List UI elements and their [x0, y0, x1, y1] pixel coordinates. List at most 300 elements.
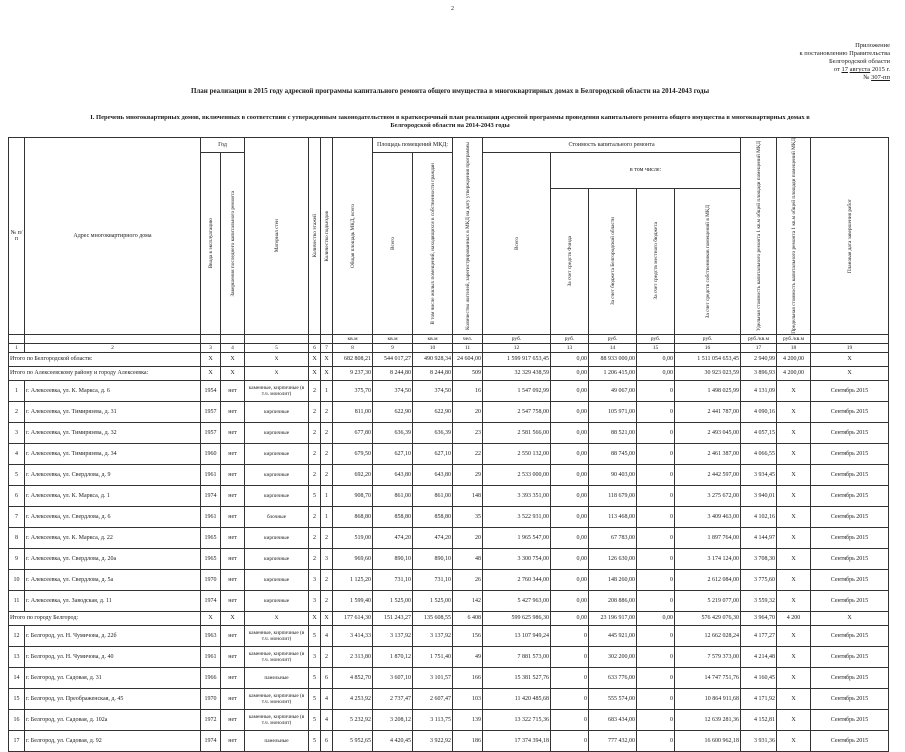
cell-col-7: 1	[321, 506, 333, 527]
cell-col-15: 0	[637, 422, 675, 443]
cell-col-11: 156	[453, 625, 483, 646]
house-address: г. Алексеевка, ул. Свердлова, д. 5а	[25, 569, 201, 590]
cell-col-3: 1974	[201, 730, 221, 751]
cell-col-19: Сентябрь 2015	[811, 709, 889, 730]
cell-col-8: 177 614,30	[333, 611, 373, 625]
cell-col-8: 969,60	[333, 548, 373, 569]
column-number-6: 6	[309, 343, 321, 352]
cell-col-7: 4	[321, 625, 333, 646]
cell-col-19: Сентябрь 2015	[811, 422, 889, 443]
cell-col-18: X	[777, 667, 811, 688]
approval-date	[720, 66, 890, 74]
column-number-18: 18	[777, 343, 811, 352]
cell-col-5: каменные, кирпичные (в т.ч. монолит)	[245, 688, 309, 709]
cell-col-16: 30 923 023,59	[675, 366, 741, 380]
cell-col-6: 2	[309, 548, 321, 569]
header-year-last-repair-text: Завершения последнего капитального ремонта	[229, 190, 236, 297]
cell-col-15: 0,00	[637, 611, 675, 625]
cell-col-16: 2 493 045,00	[675, 422, 741, 443]
table-row	[9, 527, 889, 548]
table-row	[9, 548, 889, 569]
cell-col-17: 4 171,92	[741, 688, 777, 709]
column-number-14: 14	[589, 343, 637, 352]
cell-col-16: 2 441 787,00	[675, 401, 741, 422]
cell-col-17: 3 964,70	[741, 611, 777, 625]
column-number-16: 16	[675, 343, 741, 352]
cell-col-14: 90 403,00	[589, 464, 637, 485]
cell-col-10: 890,10	[413, 548, 453, 569]
unit-cell-13: руб.	[551, 334, 589, 343]
summary-label: Итого по Белгородской области:	[9, 352, 201, 366]
table-row	[9, 730, 889, 751]
cell-col-14: 302 200,00	[589, 646, 637, 667]
unit-cell-9: кв.м	[373, 334, 413, 343]
column-number-10: 10	[413, 343, 453, 352]
cell-col-14: 113 468,00	[589, 506, 637, 527]
unit-cell-14: руб.	[589, 334, 637, 343]
cell-col-8: 908,70	[333, 485, 373, 506]
cell-col-14: 633 776,00	[589, 667, 637, 688]
approval-line-1: Приложение	[855, 42, 890, 49]
cell-col-7: 1	[321, 380, 333, 401]
cell-col-9: 1 525,00	[373, 590, 413, 611]
cell-col-5: панельные	[245, 730, 309, 751]
cell-col-14: 555 574,00	[589, 688, 637, 709]
cell-col-10: 2 607,47	[413, 688, 453, 709]
cell-col-14: 148 260,00	[589, 569, 637, 590]
cell-col-12: 2 547 758,00	[483, 401, 551, 422]
header-in-that: в том числе:	[551, 153, 741, 189]
header-fund-text: За счет средств Фонда	[566, 235, 573, 287]
header-area-residential	[413, 153, 453, 335]
row-number: 3	[9, 422, 25, 443]
cell-col-3: 1965	[201, 527, 221, 548]
column-number-13: 13	[551, 343, 589, 352]
cell-col-3: 1957	[201, 422, 221, 443]
cell-col-3: 1963	[201, 625, 221, 646]
cell-col-9: 474,20	[373, 527, 413, 548]
cell-col-13: 0,00	[551, 380, 589, 401]
cell-col-12: 5 427 963,00	[483, 590, 551, 611]
cell-col-17: 3 775,60	[741, 569, 777, 590]
cell-col-9: 151 243,27	[373, 611, 413, 625]
cell-col-18: X	[777, 548, 811, 569]
header-floors	[309, 138, 321, 335]
cell-col-16: 5 219 077,00	[675, 590, 741, 611]
row-number: 10	[9, 569, 25, 590]
cell-col-18: X	[777, 625, 811, 646]
cell-col-15: 0	[637, 730, 675, 751]
cell-col-9: 858,80	[373, 506, 413, 527]
row-number: 15	[9, 688, 25, 709]
cell-col-6: 3	[309, 590, 321, 611]
cell-col-3: X	[201, 366, 221, 380]
cell-col-16: 3 275 672,00	[675, 485, 741, 506]
cell-col-5: кирпичные	[245, 485, 309, 506]
row-number: 7	[9, 506, 25, 527]
header-planned-date-text: Плановая дата завершения работ	[846, 198, 853, 273]
cell-col-11: 103	[453, 688, 483, 709]
cell-col-6: X	[309, 352, 321, 366]
cell-col-19: X	[811, 366, 889, 380]
header-year-built-text: Ввода в эксплуатацию	[207, 218, 214, 269]
cell-col-5: X	[245, 366, 309, 380]
cell-col-4: нет	[221, 506, 245, 527]
cell-col-18: X	[777, 590, 811, 611]
unit-cell-16: руб.	[675, 334, 741, 343]
cell-col-3: X	[201, 611, 221, 625]
header-total-area	[333, 138, 373, 335]
unit-cell-4	[221, 334, 245, 343]
cell-col-17: 4 057,15	[741, 422, 777, 443]
cell-col-14: 777 432,00	[589, 730, 637, 751]
cell-col-17: 3 940,01	[741, 485, 777, 506]
cell-col-8: 682 808,21	[333, 352, 373, 366]
row-number: 4	[9, 443, 25, 464]
cell-col-16: 14 747 751,76	[675, 667, 741, 688]
table-row	[9, 380, 889, 401]
table-row	[9, 688, 889, 709]
cell-col-12: 2 533 000,00	[483, 464, 551, 485]
cell-col-8: 1 599,40	[333, 590, 373, 611]
cell-col-17: 4 144,97	[741, 527, 777, 548]
cell-col-12: 3 522 931,00	[483, 506, 551, 527]
cell-col-16: 1 498 025,99	[675, 380, 741, 401]
cell-col-11: 48	[453, 548, 483, 569]
cell-col-14: 445 921,00	[589, 625, 637, 646]
table-header	[9, 138, 889, 353]
header-planned-date	[811, 138, 889, 335]
cell-col-10: 731,10	[413, 569, 453, 590]
cell-col-15: 0	[637, 667, 675, 688]
cell-col-4: X	[221, 352, 245, 366]
unit-cell-10: кв.м	[413, 334, 453, 343]
cell-col-8: 519,00	[333, 527, 373, 548]
cell-col-7: 2	[321, 646, 333, 667]
header-unit-cost	[741, 138, 777, 335]
cell-col-5: кирпичные	[245, 590, 309, 611]
cell-col-4: нет	[221, 548, 245, 569]
unit-cell-12: руб.	[483, 334, 551, 343]
row-number: 17	[9, 730, 25, 751]
header-area-group: Площадь помещений МКД:	[373, 138, 453, 153]
cell-col-10: 858,80	[413, 506, 453, 527]
row-number: 11	[9, 590, 25, 611]
cell-col-7: 2	[321, 569, 333, 590]
unit-cell-17: руб./кв.м	[741, 334, 777, 343]
cell-col-13: 0,00	[551, 506, 589, 527]
houses-table	[8, 137, 889, 752]
row-number: 13	[9, 646, 25, 667]
cell-col-8: 679,50	[333, 443, 373, 464]
summary-label: Итого по Алексеевскому району и городу Алексеевка:	[9, 366, 201, 380]
cell-col-16: 1 511 054 653,45	[675, 352, 741, 366]
cell-col-9: 544 017,27	[373, 352, 413, 366]
summary-row	[9, 352, 889, 366]
house-address: г. Алексеевка, ул. Заводская, д. 11	[25, 590, 201, 611]
table-row	[9, 422, 889, 443]
cell-col-12: 13 107 949,24	[483, 625, 551, 646]
cell-col-12: 32 329 438,59	[483, 366, 551, 380]
unit-cell-5	[245, 334, 309, 343]
house-address: г. Белгород, ул. Садовая, д. 92	[25, 730, 201, 751]
cell-col-16: 2 461 387,00	[675, 443, 741, 464]
cell-col-17: 4 066,55	[741, 443, 777, 464]
approval-date-year: 2015 г.	[871, 66, 890, 73]
cell-col-12: 17 374 394,18	[483, 730, 551, 751]
cell-col-19: Сентябрь 2015	[811, 646, 889, 667]
row-number: 1	[9, 380, 25, 401]
row-number: 5	[9, 464, 25, 485]
cell-col-17: 4 160,45	[741, 667, 777, 688]
cell-col-15: 0	[637, 709, 675, 730]
header-cost-group: Стоимость капитального ремонта	[483, 138, 741, 153]
cell-col-4: нет	[221, 464, 245, 485]
column-number-5: 5	[245, 343, 309, 352]
header-unit-cost-text: Удельная стоимость капитального ремонта 1 кв.м общей площади помещений МКД	[755, 140, 762, 331]
cell-col-13: 0,00	[551, 366, 589, 380]
cell-col-9: 8 244,80	[373, 366, 413, 380]
header-wall	[245, 138, 309, 335]
column-number-8: 8	[333, 343, 373, 352]
unit-cell-6	[309, 334, 321, 343]
cell-col-7: 2	[321, 527, 333, 548]
cell-col-11: 166	[453, 667, 483, 688]
cell-col-19: Сентябрь 2015	[811, 625, 889, 646]
unit-cell-15: руб.	[637, 334, 675, 343]
cell-col-8: 3 414,33	[333, 625, 373, 646]
cell-col-4: нет	[221, 625, 245, 646]
cell-col-6: 5	[309, 688, 321, 709]
cell-col-11: 29	[453, 464, 483, 485]
cell-col-9: 643,80	[373, 464, 413, 485]
cell-col-14: 88 521,00	[589, 422, 637, 443]
cell-col-16: 576 429 076,30	[675, 611, 741, 625]
cell-col-8: 5 232,92	[333, 709, 373, 730]
cell-col-10: 374,50	[413, 380, 453, 401]
unit-cell-2	[25, 334, 201, 343]
cell-col-13: 0,00	[551, 548, 589, 569]
cell-col-19: Сентябрь 2015	[811, 443, 889, 464]
cell-col-3: 1960	[201, 443, 221, 464]
header-area-all-text: Всего	[389, 236, 396, 250]
cell-col-18: X	[777, 688, 811, 709]
cell-col-17: 3 559,32	[741, 590, 777, 611]
table-row	[9, 506, 889, 527]
cell-col-14: 88 933 000,00	[589, 352, 637, 366]
column-numbers-row	[9, 343, 889, 352]
table-row	[9, 569, 889, 590]
cell-col-7: X	[321, 366, 333, 380]
house-address: г. Белгород, ул. Садовая, д. 31	[25, 667, 201, 688]
cell-col-8: 4 253,92	[333, 688, 373, 709]
cell-col-14: 208 886,00	[589, 590, 637, 611]
cell-col-6: 2	[309, 506, 321, 527]
cell-col-13: 0	[551, 709, 589, 730]
cell-col-19: X	[811, 611, 889, 625]
cell-col-15: 0	[637, 443, 675, 464]
cell-col-19: Сентябрь 2015	[811, 590, 889, 611]
cell-col-12: 599 625 986,30	[483, 611, 551, 625]
cell-col-10: 3 113,75	[413, 709, 453, 730]
table-body	[9, 352, 889, 751]
cell-col-10: 861,00	[413, 485, 453, 506]
cell-col-6: 2	[309, 422, 321, 443]
cell-col-16: 2 442 597,00	[675, 464, 741, 485]
cell-col-4: X	[221, 611, 245, 625]
cell-col-19: Сентябрь 2015	[811, 667, 889, 688]
cell-col-13: 0	[551, 646, 589, 667]
cell-col-8: 811,00	[333, 401, 373, 422]
cell-col-18: 4 200,00	[777, 366, 811, 380]
column-number-3: 3	[201, 343, 221, 352]
cell-col-7: 2	[321, 590, 333, 611]
cell-col-6: 5	[309, 485, 321, 506]
cell-col-18: X	[777, 443, 811, 464]
header-entrances-text: Количество подъездов	[323, 210, 330, 262]
cell-col-18: X	[777, 646, 811, 667]
cell-col-14: 88 745,00	[589, 443, 637, 464]
cell-col-11: 20	[453, 527, 483, 548]
cell-col-5: панельные	[245, 667, 309, 688]
cell-col-6: 5	[309, 625, 321, 646]
cell-col-13: 0	[551, 688, 589, 709]
cell-col-9: 627,10	[373, 443, 413, 464]
cell-col-13: 0,00	[551, 485, 589, 506]
cell-col-18: X	[777, 464, 811, 485]
cell-col-9: 622,90	[373, 401, 413, 422]
cell-col-7: 6	[321, 730, 333, 751]
cell-col-15: 0	[637, 548, 675, 569]
header-num: № п/п	[9, 138, 25, 335]
header-year-group: Год	[201, 138, 245, 153]
cell-col-12: 11 420 485,68	[483, 688, 551, 709]
house-address: г. Белгород, ул. Садовая, д. 102а	[25, 709, 201, 730]
cell-col-13: 0,00	[551, 464, 589, 485]
approval-date-day: 17	[841, 66, 848, 73]
cell-col-19: Сентябрь 2015	[811, 688, 889, 709]
cell-col-15: 0	[637, 464, 675, 485]
cell-col-11: 26	[453, 569, 483, 590]
cell-col-13: 0,00	[551, 443, 589, 464]
cell-col-8: 1 125,20	[333, 569, 373, 590]
cell-col-9: 1 870,12	[373, 646, 413, 667]
cell-col-4: нет	[221, 646, 245, 667]
cell-col-5: кирпичные	[245, 443, 309, 464]
cell-col-3: 1972	[201, 709, 221, 730]
cell-col-17: 3 708,30	[741, 548, 777, 569]
cell-col-11: 49	[453, 646, 483, 667]
cell-col-7: X	[321, 352, 333, 366]
cell-col-18: X	[777, 569, 811, 590]
cell-col-10: 622,90	[413, 401, 453, 422]
cell-col-5: кирпичные	[245, 527, 309, 548]
cell-col-5: кирпичные	[245, 401, 309, 422]
header-cost-total-text: Всего	[513, 236, 520, 250]
cell-col-3: 1965	[201, 548, 221, 569]
cell-col-11: 186	[453, 730, 483, 751]
row-number: 12	[9, 625, 25, 646]
cell-col-3: X	[201, 352, 221, 366]
cell-col-18: X	[777, 401, 811, 422]
cell-col-17: 4 177,27	[741, 625, 777, 646]
house-address: г. Белгород, ул. Н. Чумичова, д. 40	[25, 646, 201, 667]
table-row	[9, 709, 889, 730]
cell-col-4: нет	[221, 590, 245, 611]
header-max-cost-text: Предельная стоимость капитального ремонта 1 кв.м общей площади помещений МКД	[790, 138, 797, 334]
cell-col-6: X	[309, 366, 321, 380]
unit-cell-8: кв.м	[333, 334, 373, 343]
cell-col-12: 3 300 754,00	[483, 548, 551, 569]
cell-col-14: 49 067,00	[589, 380, 637, 401]
cell-col-12: 1 599 917 653,45	[483, 352, 551, 366]
cell-col-8: 2 313,80	[333, 646, 373, 667]
cell-col-6: 2	[309, 401, 321, 422]
cell-col-4: нет	[221, 443, 245, 464]
cell-col-18: X	[777, 709, 811, 730]
approval-number	[720, 74, 890, 82]
cell-col-7: X	[321, 611, 333, 625]
house-address: г. Алексеевка, ул. К. Маркса, д. 22	[25, 527, 201, 548]
cell-col-5: X	[245, 352, 309, 366]
cell-col-6: X	[309, 611, 321, 625]
approval-line-3: Белгородской области	[828, 58, 890, 65]
column-number-7: 7	[321, 343, 333, 352]
cell-col-14: 118 679,00	[589, 485, 637, 506]
cell-col-9: 636,39	[373, 422, 413, 443]
cell-col-3: 1970	[201, 688, 221, 709]
cell-col-3: 1954	[201, 380, 221, 401]
cell-col-3: 1970	[201, 569, 221, 590]
cell-col-8: 677,80	[333, 422, 373, 443]
cell-col-6: 5	[309, 709, 321, 730]
cell-col-18: X	[777, 380, 811, 401]
cell-col-16: 12 639 281,36	[675, 709, 741, 730]
summary-row	[9, 366, 889, 380]
cell-col-9: 3 208,12	[373, 709, 413, 730]
cell-col-7: 1	[321, 485, 333, 506]
cell-col-11: 148	[453, 485, 483, 506]
cell-col-11: 24 604,00	[453, 352, 483, 366]
column-number-15: 15	[637, 343, 675, 352]
cell-col-17: 3 931,36	[741, 730, 777, 751]
cell-col-5: каменные, кирпичные (в т.ч. монолит)	[245, 625, 309, 646]
cell-col-9: 731,10	[373, 569, 413, 590]
summary-row	[9, 611, 889, 625]
units-row	[9, 334, 889, 343]
cell-col-19: X	[811, 352, 889, 366]
cell-col-10: 636,39	[413, 422, 453, 443]
cell-col-10: 474,20	[413, 527, 453, 548]
cell-col-15: 0	[637, 380, 675, 401]
cell-col-6: 2	[309, 464, 321, 485]
cell-col-17: 4 090,16	[741, 401, 777, 422]
cell-col-15: 0	[637, 527, 675, 548]
unit-cell-7	[321, 334, 333, 343]
cell-col-4: нет	[221, 401, 245, 422]
cell-col-19: Сентябрь 2015	[811, 380, 889, 401]
house-address: г. Алексеевка, ул. Тимирязева, д. 34	[25, 443, 201, 464]
cell-col-13: 0	[551, 667, 589, 688]
cell-col-11: 6 408	[453, 611, 483, 625]
cell-col-14: 105 971,00	[589, 401, 637, 422]
cell-col-11: 139	[453, 709, 483, 730]
cell-col-3: 1961	[201, 506, 221, 527]
cell-col-13: 0,00	[551, 590, 589, 611]
cell-col-19: Сентябрь 2015	[811, 527, 889, 548]
header-year-last-repair	[221, 153, 245, 335]
cell-col-4: нет	[221, 485, 245, 506]
